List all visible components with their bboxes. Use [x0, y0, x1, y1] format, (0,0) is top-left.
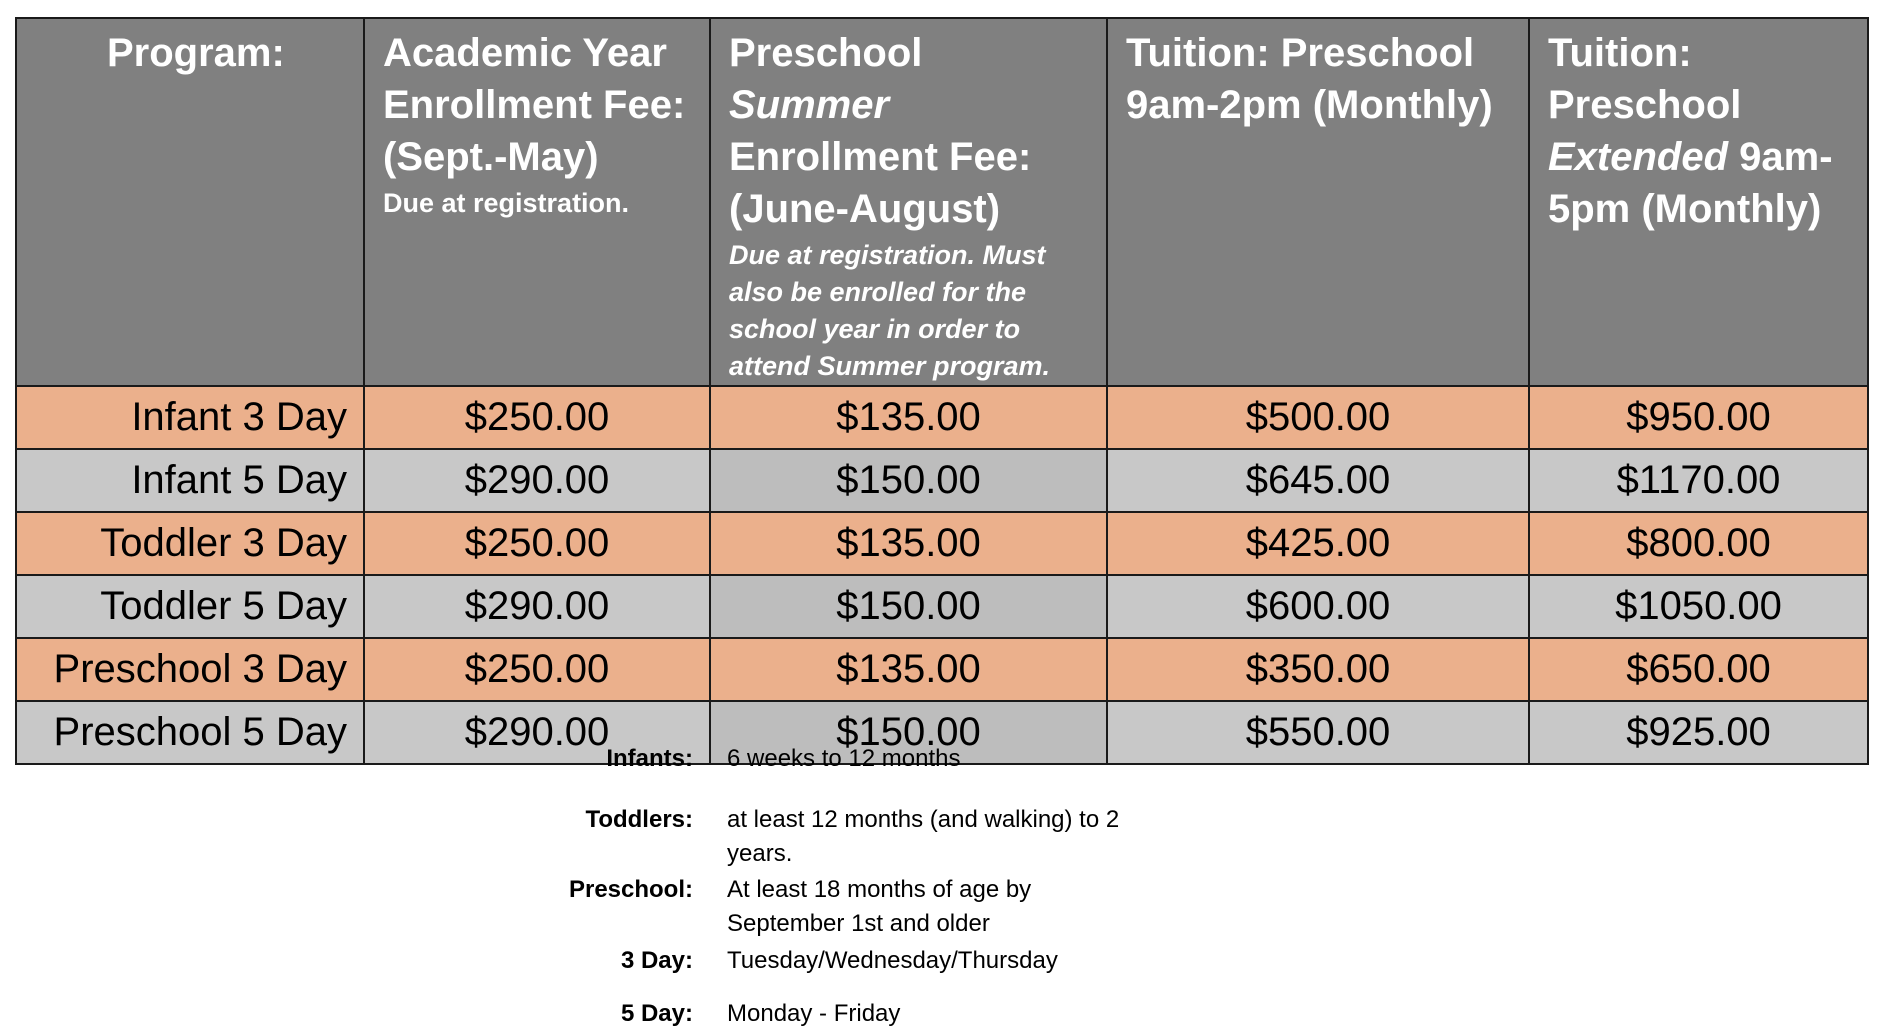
tuition-cell: $350.00	[1107, 638, 1529, 701]
table-row	[16, 512, 1868, 575]
summer-fee-cell: $150.00	[710, 701, 1107, 764]
header-tuition: Tuition: Preschool 9am-2pm (Monthly)	[1107, 18, 1529, 386]
academic-fee-cell: $290.00	[364, 701, 710, 764]
extended-tuition-cell: $925.00	[1529, 701, 1868, 764]
legend-term: Toddlers:	[585, 806, 693, 833]
academic-fee-cell: $290.00	[364, 449, 710, 512]
tuition-cell: $425.00	[1107, 512, 1529, 575]
header-academic-note: Due at registration.	[383, 188, 630, 218]
legend-term: 5 Day:	[620, 1000, 693, 1027]
academic-fee-cell: $250.00	[364, 512, 710, 575]
academic-fee-cell: $250.00	[364, 386, 710, 449]
tuition-cell: $645.00	[1107, 449, 1529, 512]
academic-fee-cell: $250.00	[364, 638, 710, 701]
header-summer-fee: Preschool Summer Enrollment Fee: (June-August) Due at registration. Must also be enrolled for the school year in order to attend Summer program.	[710, 18, 1107, 386]
header-row	[16, 18, 1868, 386]
header-summer-note: Due at registration. Must also be enrolled for the school year in order to attend Summer program.	[729, 240, 1051, 381]
program-cell: Preschool 3 Day	[16, 638, 364, 701]
summer-fee-cell: $150.00	[710, 575, 1107, 638]
header-program: Program:	[16, 18, 364, 386]
summer-fee-cell: $135.00	[710, 512, 1107, 575]
tuition-cell: $500.00	[1107, 386, 1529, 449]
legend-term: 3 Day:	[620, 947, 693, 974]
summer-fee-cell: $135.00	[710, 386, 1107, 449]
legend-term: Infants:	[606, 745, 693, 772]
summer-fee-cell: $150.00	[710, 449, 1107, 512]
academic-fee-cell: $290.00	[364, 575, 710, 638]
program-cell: Infant 5 Day	[16, 449, 364, 512]
legend-definition: At least 18 months of age by September 1st and older	[727, 876, 1032, 937]
header-tuition-extended: Tuition: Preschool Extended 9am-5pm (Monthly)	[1529, 18, 1868, 386]
extended-tuition-cell: $650.00	[1529, 638, 1868, 701]
program-cell: Infant 3 Day	[16, 386, 364, 449]
extended-tuition-cell: $1170.00	[1529, 449, 1868, 512]
summer-fee-cell: $135.00	[710, 638, 1107, 701]
table-row	[16, 449, 1868, 512]
fee-table	[15, 17, 1869, 765]
extended-tuition-cell: $800.00	[1529, 512, 1868, 575]
header-academic-fee: Academic Year Enrollment Fee: (Sept.-May) Due at registration.	[364, 18, 710, 386]
table-row	[16, 638, 1868, 701]
legend-definition: Tuesday/Wednesday/Thursday	[727, 947, 1058, 974]
tuition-cell: $550.00	[1107, 701, 1529, 764]
legend-definition: 6 weeks to 12 months	[727, 745, 961, 772]
legend-definition: at least 12 months (and walking) to 2 years.	[727, 806, 1120, 867]
program-cell: Toddler 3 Day	[16, 512, 364, 575]
program-cell: Preschool 5 Day	[16, 701, 364, 764]
table-row	[16, 575, 1868, 638]
legend-definition: Monday - Friday	[727, 1000, 901, 1027]
legend-term: Preschool:	[568, 876, 693, 903]
extended-tuition-cell: $1050.00	[1529, 575, 1868, 638]
extended-tuition-cell: $950.00	[1529, 386, 1868, 449]
tuition-cell: $600.00	[1107, 575, 1529, 638]
table-row	[16, 386, 1868, 449]
program-cell: Toddler 5 Day	[16, 575, 364, 638]
